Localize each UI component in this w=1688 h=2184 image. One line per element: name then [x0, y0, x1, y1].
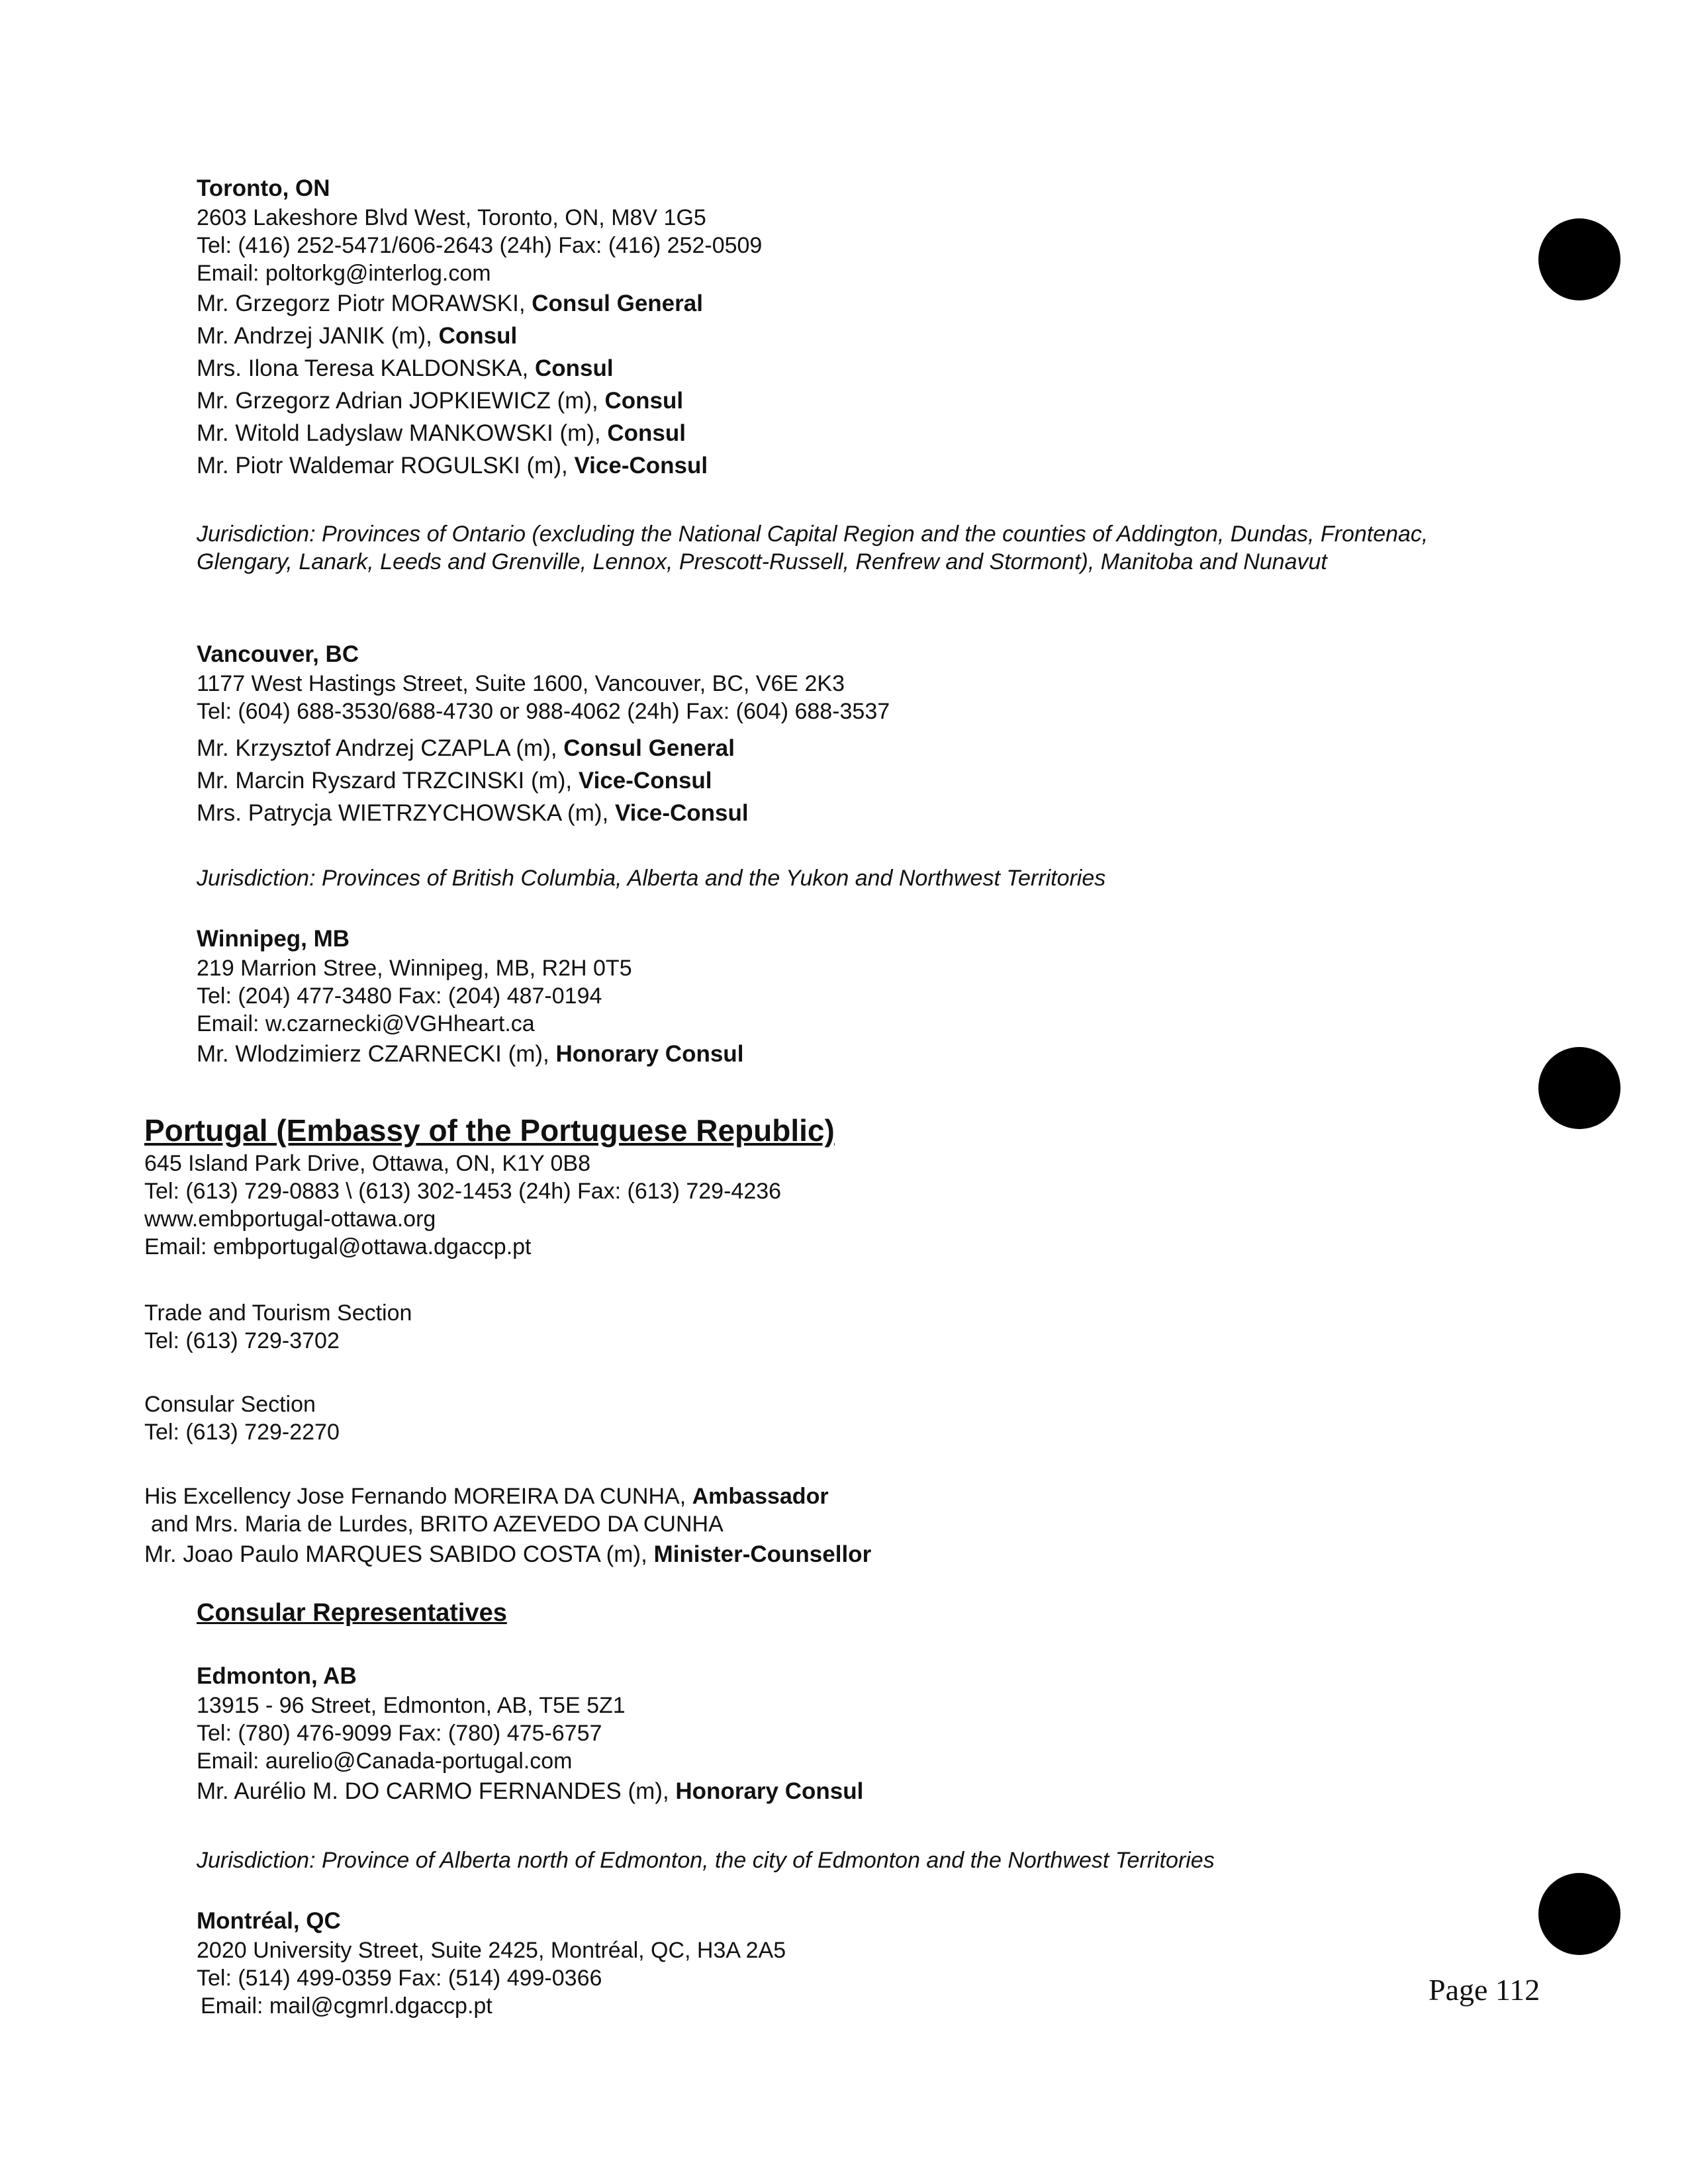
winnipeg-section [197, 924, 743, 1070]
staff-title: Vice-Consul [578, 768, 712, 794]
staff-entry [197, 320, 762, 352]
vancouver-address: 1177 West Hastings Street, Suite 1600, Vancouver, BC, V6E 2K3 [197, 671, 845, 696]
staff-name: Mr. Grzegorz Piotr MORAWSKI, [197, 291, 532, 316]
staff-entry [197, 287, 762, 320]
staff-name: Mr. Andrzej JANIK (m), [197, 323, 439, 349]
staff-entry [197, 1038, 743, 1070]
staff-title: Vice-Consul [614, 800, 749, 826]
vancouver-section [197, 639, 890, 829]
jurisdiction-text: Province of Alberta north of Edmonton, the city of Edmonton and the Northwest Territories [321, 1848, 1215, 1873]
staff-name: Mr. Witold Ladyslaw MANKOWSKI (m), [197, 420, 608, 446]
country-title: Portugal (Embassy of the Portuguese Republic) [144, 1113, 835, 1148]
staff-title: Consul General [563, 735, 735, 761]
portugal-embassy [144, 1150, 781, 1261]
jurisdiction-label: Jurisdiction: [197, 866, 316, 891]
jurisdiction-label: Jurisdiction: [197, 522, 316, 547]
staff-name: Mr. Wlodzimierz CZARNECKI (m), [197, 1041, 556, 1067]
jurisdiction-label: Jurisdiction: [197, 1848, 316, 1873]
toronto-section [197, 173, 762, 482]
staff-name: Mr. Piotr Waldemar ROGULSKI (m), [197, 453, 575, 478]
consular-tel: Tel: (613) 729-2270 [144, 1420, 340, 1445]
consular-section [144, 1390, 340, 1446]
minister-name: Mr. Joao Paulo MARQUES SABIDO COSTA (m), [144, 1541, 654, 1567]
jurisdiction-text: Provinces of British Columbia, Alberta and the Yukon and Northwest Territories [321, 866, 1106, 891]
punch-hole [1538, 218, 1620, 300]
embassy-tel: Tel: (613) 729-0883 \ (613) 302-1453 (24h) Fax: (613) 729-4236 [144, 1179, 782, 1204]
punch-hole [1538, 1047, 1620, 1129]
toronto-jurisdiction [197, 520, 1494, 576]
staff-title: Consul [607, 420, 686, 446]
trade-section [144, 1299, 412, 1355]
minister-title: Minister-Counsellor [653, 1541, 872, 1567]
staff-title: Consul [604, 388, 684, 414]
jurisdiction-text: Provinces of Ontario (excluding the National Capital Region and the counties of Addington, Dundas, Frontenac, Glengary, Lanark, Leeds and Grenville, Lennox, Prescott-Russell, Renfrew and Stormont), Manitoba and Nunavut [197, 522, 1429, 574]
toronto-address: 2603 Lakeshore Blvd West, Toronto, ON, M8V 1G5 [197, 205, 706, 230]
staff-name: Mrs. Ilona Teresa KALDONSKA, [197, 355, 535, 381]
staff-entry [197, 352, 762, 385]
embassy-email[interactable]: Email: embportugal@ottawa.dgaccp.pt [144, 1234, 532, 1259]
staff-entry [197, 764, 890, 797]
staff-name: Mrs. Patrycja WIETRZYCHOWSKA (m), [197, 800, 615, 826]
ambassador-spouse: and Mrs. Maria de Lurdes, BRITO AZEVEDO DA CUNHA [151, 1512, 724, 1537]
embassy-website[interactable]: www.embportugal-ottawa.org [144, 1206, 436, 1232]
winnipeg-email: Email: w.czarnecki@VGHheart.ca [197, 1011, 535, 1036]
staff-entry [197, 1775, 863, 1807]
page-number: Page 112 [1429, 1973, 1540, 2007]
staff-title: Consul General [532, 291, 703, 316]
ambassador-name: His Excellency Jose Fernando MOREIRA DA CUNHA, [144, 1484, 692, 1509]
minister-entry [144, 1538, 871, 1570]
montreal-heading: Montréal, QC [197, 1908, 341, 1934]
edmonton-address: 13915 - 96 Street, Edmonton, AB, T5E 5Z1 [197, 1693, 626, 1718]
consular-label: Consular Section [144, 1392, 316, 1417]
vancouver-jurisdiction [197, 864, 1494, 892]
toronto-email: Email: poltorkg@interlog.com [197, 261, 491, 286]
toronto-tel: Tel: (416) 252-5471/606-2643 (24h) Fax: (416) 252-0509 [197, 233, 763, 258]
staff-title: Consul [534, 355, 614, 381]
winnipeg-tel: Tel: (204) 477-3480 Fax: (204) 487-0194 [197, 983, 602, 1009]
spacer [197, 725, 890, 732]
staff-title: Honorary Consul [675, 1778, 864, 1804]
trade-label: Trade and Tourism Section [144, 1300, 412, 1326]
montreal-tel: Tel: (514) 499-0359 Fax: (514) 499-0366 [197, 1966, 602, 1991]
winnipeg-heading: Winnipeg, MB [197, 926, 350, 952]
staff-entry [197, 797, 890, 829]
toronto-heading: Toronto, ON [197, 175, 330, 201]
staff-entry [197, 732, 890, 764]
staff-entry [197, 417, 762, 449]
edmonton-section [197, 1661, 863, 1807]
staff-name: Mr. Aurélio M. DO CARMO FERNANDES (m), [197, 1778, 676, 1804]
edmonton-email: Email: aurelio@Canada-portugal.com [197, 1749, 573, 1774]
montreal-email: Email: mail@cgmrl.dgaccp.pt [201, 1993, 492, 2019]
embassy-staff [144, 1482, 871, 1570]
edmonton-heading: Edmonton, AB [197, 1663, 357, 1689]
montreal-address: 2020 University Street, Suite 2425, Montréal, QC, H3A 2A5 [197, 1938, 786, 1963]
edmonton-tel: Tel: (780) 476-9099 Fax: (780) 475-6757 [197, 1721, 602, 1746]
vancouver-heading: Vancouver, BC [197, 641, 359, 667]
staff-name: Mr. Marcin Ryszard TRZCINSKI (m), [197, 768, 579, 794]
ambassador-entry [144, 1482, 871, 1510]
trade-tel: Tel: (613) 729-3702 [144, 1328, 340, 1353]
staff-entry [197, 449, 762, 482]
vancouver-tel: Tel: (604) 688-3530/688-4730 or 988-4062 (24h) Fax: (604) 688-3537 [197, 699, 890, 724]
winnipeg-address: 219 Marrion Stree, Winnipeg, MB, R2H 0T5 [197, 956, 632, 981]
staff-title: Consul [438, 323, 518, 349]
staff-name: Mr. Grzegorz Adrian JOPKIEWICZ (m), [197, 388, 605, 414]
montreal-section [197, 1906, 786, 2020]
punch-hole [1538, 1873, 1620, 1955]
embassy-address: 645 Island Park Drive, Ottawa, ON, K1Y 0B8 [144, 1151, 591, 1176]
staff-name: Mr. Krzysztof Andrzej CZAPLA (m), [197, 735, 564, 761]
ambassador-title: Ambassador [692, 1484, 829, 1509]
staff-title: Honorary Consul [555, 1041, 744, 1067]
edmonton-jurisdiction [197, 1846, 1494, 1874]
staff-entry [197, 385, 762, 417]
consular-representatives-title: Consular Representatives [197, 1599, 507, 1627]
staff-title: Vice-Consul [574, 453, 708, 478]
